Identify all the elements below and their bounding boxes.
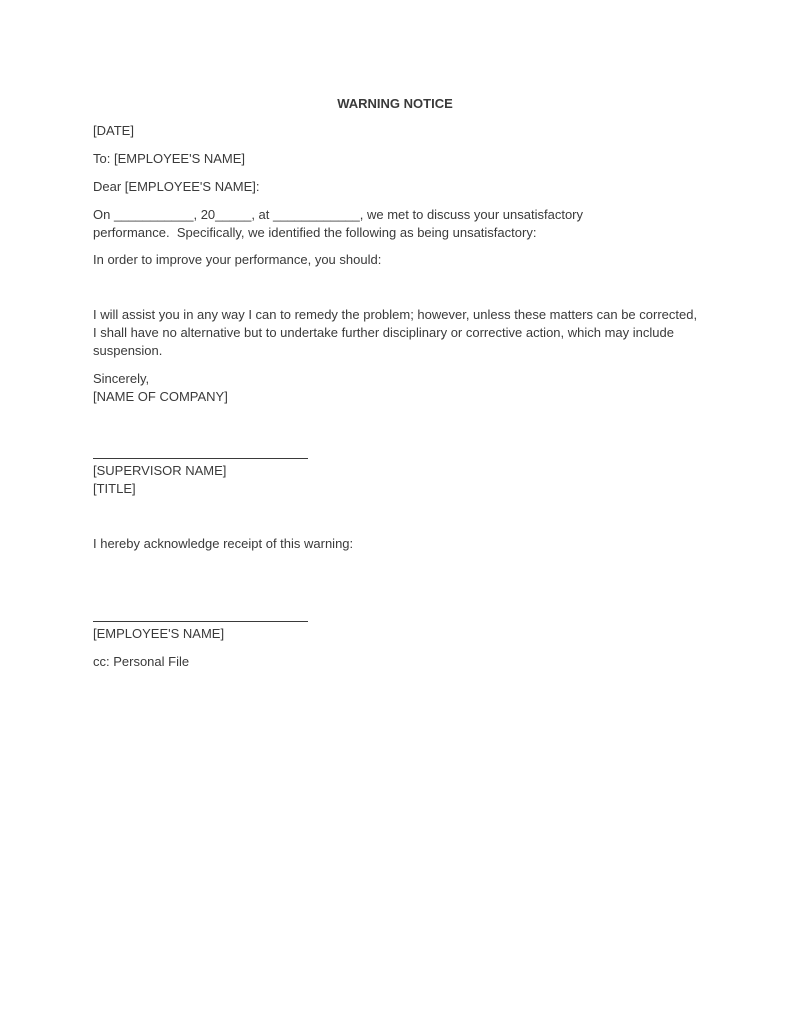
date-placeholder: [DATE] xyxy=(93,123,134,138)
salutation: Dear [EMPLOYEE'S NAME]: xyxy=(93,179,260,194)
supervisor-signature-line xyxy=(93,458,308,459)
paragraph-meeting-line-2: performance. Specifically, we identified the following as being unsatisfactory: xyxy=(93,225,537,240)
supervisor-name: [SUPERVISOR NAME] xyxy=(93,463,227,478)
supervisor-title: [TITLE] xyxy=(93,481,136,496)
paragraph-assistance-line-3: suspension. xyxy=(93,343,163,358)
paragraph-assistance-line-2: I shall have no alternative but to undertake further disciplinary or corrective action, which may include xyxy=(93,325,674,340)
employee-name: [EMPLOYEE'S NAME] xyxy=(93,626,225,641)
company-name: [NAME OF COMPANY] xyxy=(93,389,228,404)
recipient-line: To: [EMPLOYEE'S NAME] xyxy=(93,151,246,166)
acknowledgement-statement: I hereby acknowledge receipt of this warning: xyxy=(93,536,354,551)
paragraph-meeting-line-1: On ___________, 20_____, at ____________, we met to discuss your unsatisfactory xyxy=(93,207,584,222)
document-title: WARNING NOTICE xyxy=(337,96,453,111)
paragraph-assistance-line-1: I will assist you in any way I can to remedy the problem; however, unless these matters can be corrected, xyxy=(93,307,698,322)
employee-signature-line xyxy=(93,621,308,622)
cc-line: cc: Personal File xyxy=(93,654,190,669)
closing: Sincerely, xyxy=(93,371,150,386)
paragraph-improvement: In order to improve your performance, you should: xyxy=(93,252,382,267)
